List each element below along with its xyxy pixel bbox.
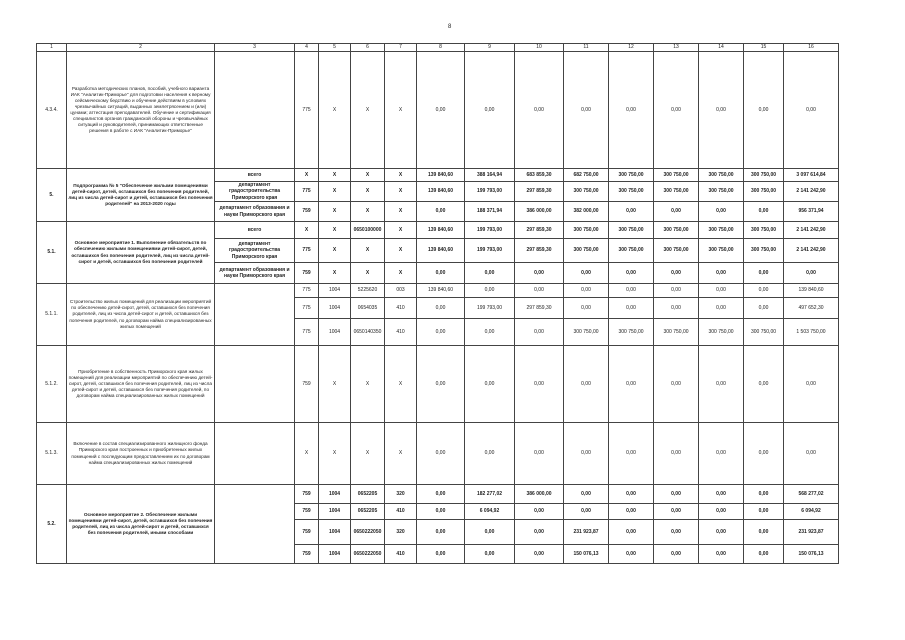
value-cell: 150 076,13 — [784, 545, 839, 564]
value-cell: 182 277,02 — [465, 485, 515, 504]
header-cell: 16 — [784, 44, 839, 52]
table-body — [37, 44, 839, 564]
value-cell: X — [351, 182, 385, 202]
value-cell: 300 750,00 — [744, 319, 784, 346]
value-cell: 0,00 — [564, 346, 609, 423]
value-cell: 297 859,30 — [515, 182, 564, 202]
value-cell: 0652205 — [351, 504, 385, 520]
value-cell: 0,00 — [654, 346, 699, 423]
table-row — [37, 52, 839, 169]
value-cell: 1004 — [319, 545, 351, 564]
value-cell: 320 — [385, 520, 417, 545]
value-cell: X — [319, 222, 351, 239]
value-cell: 2 141 242,90 — [784, 239, 839, 263]
value-cell: 199 793,00 — [465, 298, 515, 319]
value-cell: 300 750,00 — [609, 239, 654, 263]
header-cell: 1 — [37, 44, 67, 52]
value-cell: 0,00 — [417, 298, 465, 319]
value-cell: 320 — [385, 485, 417, 504]
value-cell: 0,00 — [699, 504, 744, 520]
value-cell: X — [351, 346, 385, 423]
table-row — [37, 222, 839, 239]
row-description: Разработка методических планов, пособий, учебного варианта ИАК "Аналитик-Приморье" для подготовки населения к верному сейсмическому бедствию и обучение действиям в условиях чрезвычайных ситуаций, выданных землетрясением и (или) цунами; аттестация преподавателей. Обучение и сертификация специалистов органов гражданской обороны и чрезвычайных ситуаций и руководителей, принимающих ответственные решения в работе с ИАК "Аналитик-Приморье" — [67, 52, 215, 169]
row-number: 5.1.2. — [37, 346, 67, 423]
value-cell: 0,00 — [465, 520, 515, 545]
value-cell: 0,00 — [417, 504, 465, 520]
value-cell: 0650100000 — [351, 222, 385, 239]
header-cell: 3 — [215, 44, 295, 52]
value-cell: 300 750,00 — [699, 222, 744, 239]
executor-cell: департамент градостроительства Приморского края — [215, 239, 295, 263]
value-cell: 0,00 — [654, 52, 699, 169]
value-cell: 0,00 — [417, 263, 465, 284]
value-cell: 0,00 — [699, 520, 744, 545]
header-cell: 9 — [465, 44, 515, 52]
value-cell: X — [319, 346, 351, 423]
value-cell: 0,00 — [417, 346, 465, 423]
header-cell: 13 — [654, 44, 699, 52]
executor-cell — [215, 284, 295, 346]
value-cell: 775 — [295, 182, 319, 202]
row-number: 5. — [37, 169, 67, 222]
value-cell: 410 — [385, 298, 417, 319]
value-cell: 0,00 — [744, 545, 784, 564]
value-cell: 300 750,00 — [609, 169, 654, 182]
value-cell: 0,00 — [744, 520, 784, 545]
value-cell: 759 — [295, 346, 319, 423]
value-cell: X — [319, 182, 351, 202]
value-cell: 410 — [385, 504, 417, 520]
value-cell: 0,00 — [609, 263, 654, 284]
value-cell: 0,00 — [744, 423, 784, 485]
header-cell: 2 — [67, 44, 215, 52]
value-cell: X — [295, 423, 319, 485]
value-cell: 1004 — [319, 319, 351, 346]
value-cell: 759 — [295, 263, 319, 284]
value-cell: 0,00 — [784, 346, 839, 423]
value-cell: 2 141 242,90 — [784, 182, 839, 202]
value-cell: 0,00 — [699, 423, 744, 485]
value-cell: 300 750,00 — [654, 222, 699, 239]
value-cell: 1004 — [319, 485, 351, 504]
value-cell: 199 793,00 — [465, 182, 515, 202]
value-cell: X — [319, 169, 351, 182]
value-cell: 0,00 — [465, 52, 515, 169]
value-cell: 0,00 — [744, 346, 784, 423]
table-row — [37, 346, 839, 423]
row-description: Включение в состав специализированного жилищного фонда Приморского края построенных и приобретенных жилых помещений с последующим предоставлением их по договорам найма специализированных жилых помещений — [67, 423, 215, 485]
value-cell: 300 750,00 — [744, 169, 784, 182]
value-cell: 300 750,00 — [699, 169, 744, 182]
value-cell: 300 750,00 — [654, 182, 699, 202]
value-cell: 0,00 — [515, 284, 564, 298]
header-cell: 7 — [385, 44, 417, 52]
value-cell: 1004 — [319, 520, 351, 545]
value-cell: 1 503 750,00 — [784, 319, 839, 346]
value-cell: 0,00 — [784, 423, 839, 485]
value-cell: 297 859,30 — [515, 239, 564, 263]
value-cell: 0,00 — [609, 52, 654, 169]
value-cell: X — [295, 222, 319, 239]
executor-cell — [215, 423, 295, 485]
value-cell: 0,00 — [784, 263, 839, 284]
row-number: 5.1.1. — [37, 284, 67, 346]
value-cell: 139 840,60 — [417, 284, 465, 298]
value-cell: 682 750,00 — [564, 169, 609, 182]
value-cell: 0,00 — [699, 346, 744, 423]
value-cell: 0,00 — [515, 319, 564, 346]
value-cell: 300 750,00 — [744, 222, 784, 239]
value-cell: 0,00 — [564, 263, 609, 284]
value-cell: X — [385, 239, 417, 263]
row-number: 4.3.4. — [37, 52, 67, 169]
value-cell: 0,00 — [417, 520, 465, 545]
executor-cell — [215, 485, 295, 564]
value-cell: 0,00 — [515, 520, 564, 545]
table-row — [37, 423, 839, 485]
value-cell: 1004 — [319, 298, 351, 319]
value-cell: 0,00 — [744, 52, 784, 169]
value-cell: 0,00 — [564, 485, 609, 504]
value-cell: X — [351, 423, 385, 485]
value-cell: X — [385, 222, 417, 239]
value-cell: X — [319, 202, 351, 222]
value-cell: 0,00 — [654, 423, 699, 485]
value-cell: 0,00 — [744, 284, 784, 298]
executor-cell: департамент образования и науки Приморского края — [215, 263, 295, 284]
value-cell: 956 371,94 — [784, 202, 839, 222]
value-cell: 0,00 — [699, 263, 744, 284]
value-cell: 0650222050 — [351, 545, 385, 564]
value-cell: 0,00 — [609, 485, 654, 504]
header-cell: 11 — [564, 44, 609, 52]
value-cell: 386 000,00 — [515, 202, 564, 222]
value-cell: 0,00 — [465, 423, 515, 485]
row-description: Строительство жилых помещений для реализации мероприятий по обеспечению детей-сирот, детей, оставшихся без попечения родителей, лиц из числа детей-сирот и детей, оставшихся без попечения родителей, по договорам найма специализированных жилых помещений — [67, 284, 215, 346]
value-cell: X — [319, 52, 351, 169]
value-cell: 1004 — [319, 504, 351, 520]
value-cell: 297 859,30 — [515, 298, 564, 319]
value-cell: 297 859,30 — [515, 222, 564, 239]
value-cell: 0,00 — [609, 545, 654, 564]
value-cell: 759 — [295, 485, 319, 504]
value-cell: 0,00 — [417, 545, 465, 564]
value-cell: 775 — [295, 239, 319, 263]
value-cell: 0,00 — [744, 202, 784, 222]
value-cell: 759 — [295, 545, 319, 564]
value-cell: 410 — [385, 545, 417, 564]
executor-cell — [215, 52, 295, 169]
value-cell: 0,00 — [699, 298, 744, 319]
value-cell: 0,00 — [417, 319, 465, 346]
value-cell: 759 — [295, 504, 319, 520]
value-cell: 139 840,60 — [784, 284, 839, 298]
value-cell: 139 840,60 — [417, 182, 465, 202]
value-cell: 0,00 — [654, 284, 699, 298]
executor-cell: департамент образования и науки Приморского края — [215, 202, 295, 222]
header-cell: 14 — [699, 44, 744, 52]
header-cell: 8 — [417, 44, 465, 52]
header-cell: 5 — [319, 44, 351, 52]
value-cell: X — [351, 202, 385, 222]
value-cell: 0,00 — [654, 298, 699, 319]
value-cell: 0,00 — [654, 545, 699, 564]
row-description: Основное мероприятие 1. Выполнение обязательств по обеспечению жилыми помещениями детей-сирот, детей, оставшихся без попечения родителей, лиц из числа детей-сирот и детей, оставшихся без попечения родителей — [67, 222, 215, 284]
value-cell: 0,00 — [465, 545, 515, 564]
value-cell: 231 923,87 — [564, 520, 609, 545]
value-cell: 410 — [385, 319, 417, 346]
value-cell: X — [351, 239, 385, 263]
row-description: Приобретение в собственность Приморского края жилых помещений для реализации мероприятий по обеспечению детей-сирот, детей, оставшихся без попечения родителей, лиц из числа детей-сирот и детей, оставшихся без попечения родителей, по договорам найма специализированных жилых помещений — [67, 346, 215, 423]
value-cell: 0,00 — [465, 263, 515, 284]
value-cell: 386 000,00 — [515, 485, 564, 504]
value-cell: 2 141 242,90 — [784, 222, 839, 239]
value-cell: 0,00 — [465, 319, 515, 346]
value-cell: 0,00 — [515, 504, 564, 520]
header-cell: 12 — [609, 44, 654, 52]
value-cell: 775 — [295, 52, 319, 169]
value-cell: 0,00 — [417, 202, 465, 222]
value-cell: 0,00 — [654, 504, 699, 520]
value-cell: 0,00 — [564, 423, 609, 485]
value-cell: 0,00 — [515, 423, 564, 485]
header-cell: 10 — [515, 44, 564, 52]
value-cell: X — [385, 263, 417, 284]
page-number: 8 — [448, 24, 452, 30]
value-cell: 0650222050 — [351, 520, 385, 545]
value-cell: 683 859,30 — [515, 169, 564, 182]
value-cell: 759 — [295, 202, 319, 222]
value-cell: 300 750,00 — [654, 169, 699, 182]
value-cell: X — [385, 423, 417, 485]
value-cell: 139 840,60 — [417, 169, 465, 182]
value-cell: 0,00 — [417, 52, 465, 169]
row-description: Основное мероприятие 2. Обеспечение жилыми помещениями детей-сирот, детей, оставшихся без попечения родителей, лиц из числа детей-сирот и детей, оставшихся без попечения родителей, иными способами — [67, 485, 215, 564]
value-cell: 0,00 — [609, 284, 654, 298]
value-cell: 0,00 — [564, 284, 609, 298]
value-cell: 300 750,00 — [744, 239, 784, 263]
table-row — [37, 485, 839, 504]
value-cell: 150 076,13 — [564, 545, 609, 564]
header-row — [37, 44, 839, 52]
row-description: Подпрограмма № 5 "Обеспечение жилыми помещениями детей-сирот, детей, оставшихся без попечения родителей, лиц из числа детей-сирот и детей, оставшихся без попечения родителей" на 2013-2020 годы — [67, 169, 215, 222]
value-cell: 300 750,00 — [699, 182, 744, 202]
value-cell: X — [385, 169, 417, 182]
value-cell: 382 000,00 — [564, 202, 609, 222]
value-cell: 300 750,00 — [564, 222, 609, 239]
executor-cell — [215, 346, 295, 423]
value-cell: 6 094,92 — [465, 504, 515, 520]
value-cell: 775 — [295, 319, 319, 346]
value-cell: 3 097 614,84 — [784, 169, 839, 182]
value-cell: 139 840,60 — [417, 239, 465, 263]
value-cell: 300 750,00 — [654, 239, 699, 263]
value-cell: 300 750,00 — [744, 182, 784, 202]
value-cell: 0,00 — [417, 423, 465, 485]
value-cell: 188 371,94 — [465, 202, 515, 222]
value-cell: 0,00 — [654, 520, 699, 545]
value-cell: 0,00 — [564, 504, 609, 520]
value-cell: 0,00 — [699, 485, 744, 504]
row-number: 5.2. — [37, 485, 67, 564]
value-cell: 300 750,00 — [564, 182, 609, 202]
value-cell: 199 793,00 — [465, 222, 515, 239]
value-cell: X — [385, 202, 417, 222]
row-number: 5.1.3. — [37, 423, 67, 485]
value-cell: 6 094,92 — [784, 504, 839, 520]
row-number: 5.1. — [37, 222, 67, 284]
value-cell: 199 793,00 — [465, 239, 515, 263]
value-cell: 0,00 — [465, 346, 515, 423]
value-cell: 0,00 — [699, 284, 744, 298]
header-cell: 6 — [351, 44, 385, 52]
value-cell: 0,00 — [744, 263, 784, 284]
value-cell: X — [319, 239, 351, 263]
value-cell: 0,00 — [515, 263, 564, 284]
table-row — [37, 284, 839, 298]
header-cell: 4 — [295, 44, 319, 52]
value-cell: 300 750,00 — [654, 319, 699, 346]
value-cell: 300 750,00 — [564, 239, 609, 263]
value-cell: 775 — [295, 284, 319, 298]
value-cell: X — [319, 263, 351, 284]
value-cell: 568 277,02 — [784, 485, 839, 504]
value-cell: 0,00 — [417, 485, 465, 504]
value-cell: 139 840,60 — [417, 222, 465, 239]
value-cell: 0,00 — [609, 346, 654, 423]
budget-table — [36, 43, 839, 564]
value-cell: 388 164,94 — [465, 169, 515, 182]
value-cell: 300 750,00 — [609, 319, 654, 346]
value-cell: 0,00 — [564, 298, 609, 319]
value-cell: 0,00 — [465, 284, 515, 298]
value-cell: 0,00 — [609, 298, 654, 319]
value-cell: 497 652,30 — [784, 298, 839, 319]
executor-cell: всего — [215, 222, 295, 239]
value-cell: 0,00 — [654, 485, 699, 504]
value-cell: 300 750,00 — [699, 319, 744, 346]
value-cell: 0,00 — [784, 52, 839, 169]
value-cell: 0,00 — [515, 52, 564, 169]
value-cell: 0,00 — [699, 52, 744, 169]
value-cell: 300 750,00 — [609, 182, 654, 202]
value-cell: 0,00 — [609, 202, 654, 222]
value-cell: 0,00 — [744, 504, 784, 520]
value-cell: 003 — [385, 284, 417, 298]
value-cell: 0,00 — [515, 545, 564, 564]
value-cell: 0,00 — [564, 52, 609, 169]
value-cell: 759 — [295, 520, 319, 545]
value-cell: 0,00 — [654, 263, 699, 284]
value-cell: 0,00 — [744, 298, 784, 319]
value-cell: X — [385, 182, 417, 202]
value-cell: X — [385, 346, 417, 423]
value-cell: X — [351, 169, 385, 182]
value-cell: X — [351, 52, 385, 169]
executor-cell: департамент градостроительства Приморского края — [215, 182, 295, 202]
value-cell: 0,00 — [744, 485, 784, 504]
value-cell: 0,00 — [609, 504, 654, 520]
value-cell: 775 — [295, 298, 319, 319]
value-cell: 231 923,87 — [784, 520, 839, 545]
value-cell: 1004 — [319, 284, 351, 298]
value-cell: 300 750,00 — [609, 222, 654, 239]
value-cell: 0,00 — [609, 520, 654, 545]
value-cell: 5225620 — [351, 284, 385, 298]
value-cell: 0,00 — [609, 423, 654, 485]
value-cell: 300 750,00 — [699, 239, 744, 263]
executor-cell: всего — [215, 169, 295, 182]
value-cell: 0654035 — [351, 298, 385, 319]
value-cell: 0650140350 — [351, 319, 385, 346]
value-cell: 0,00 — [699, 545, 744, 564]
value-cell: 300 750,00 — [564, 319, 609, 346]
value-cell: X — [385, 52, 417, 169]
value-cell: 0,00 — [654, 202, 699, 222]
value-cell: X — [351, 263, 385, 284]
table-row — [37, 169, 839, 182]
value-cell: X — [319, 423, 351, 485]
value-cell: 0,00 — [699, 202, 744, 222]
value-cell: 0,00 — [515, 346, 564, 423]
header-cell: 15 — [744, 44, 784, 52]
value-cell: X — [295, 169, 319, 182]
value-cell: 0652205 — [351, 485, 385, 504]
